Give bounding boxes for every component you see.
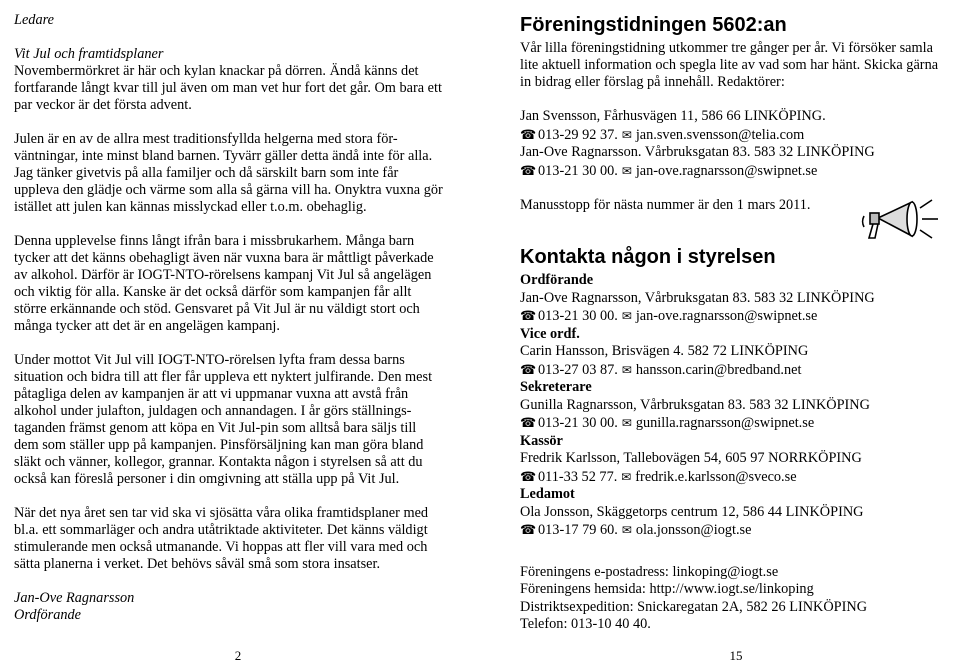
editorial-paragraph-2: Julen är en av de allra mest traditionsfyllda helgerna med stora för-väntningar, inte minst bland barnen. Tyvärr gäller detta ändå inte för alla. Jag tänker givetvis på alla familjer och då särskilt barn som inte får uppleva den glädje och värme som alla så gärna vill ha. Onyktra vuxna gör istället att julen kan kännas misslyckad eller t.o.m. obehaglig. — [14, 131, 443, 215]
editorial-paragraph-4: Under mottot Vit Jul vill IOGT-NTO-rörelsen lyfta fram dessa barns situation och bidra till att fler får uppleva ett nyktert julfirande. Den mest påtagliga delen av kampanjen är att vi uppmanar vuxna att avstå från alkohol under julafton, juldagen och annandagen. I år görs ställnings-taganden främst genom att köpa en Vit Jul-pin som alltså bara säljs till dem som ställer upp på kampanjen. Pinsförsäljning kan man göra bland släkt och vänner, kollegor, grannar. Kontakta någon i styrelsen så att du också kan föreslå personer i din omgivning att ställa upp på Vit Jul. — [14, 352, 433, 487]
board-role: Ordförande — [520, 272, 594, 288]
editorial-paragraph-5: När det nya året sen tar vid ska vi sjösätta våra olika framtidsplaner med bl.a. ett sommarläger och andra utåtriktade aktiviteter. Det känns väldigt stimulerande men också utmanande. Vi hoppas att fler vill vara med och sätta planerna i verket. Det behövs såväl små som stora insatser. — [14, 505, 429, 572]
editorial-column — [14, 12, 444, 624]
board-email: fredrik.e.karlsson@sveco.se — [635, 468, 797, 485]
page-number-right: 15 — [729, 648, 743, 663]
district-office: Distriktsexpedition: Snickaregatan 2A, 582 26 LINKÖPING — [520, 598, 868, 615]
editor-phone: 013-29 92 37. — [538, 126, 618, 143]
association-website: Föreningens hemsida: http://www.iogt.se/linkoping — [520, 581, 814, 597]
page-number-left: 2 — [234, 648, 242, 663]
editor-contact-2 — [520, 144, 950, 180]
editor-phone: 013-21 30 00. — [538, 162, 618, 179]
board-email: gunilla.ragnarsson@swipnet.se — [635, 415, 815, 431]
editor-email: jan-ove.ragnarsson@swipnet.se — [635, 162, 818, 179]
board-address: Ola Jonsson, Skäggetorps centrum 12, 586 44 LINKÖPING — [520, 503, 864, 520]
board-member-3 — [520, 379, 950, 433]
board-email: ola.jonsson@iogt.se — [635, 522, 752, 538]
editorial-paragraph-3: Denna upplevelse finns långt ifrån bara i missbrukarhem. Många barn tycker att det känns obehagligt även när vuxna bara är måttligt påverkade av alkohol. Därför är IOGT-NTO-rörelsens kampanj Vit Jul så angelägen och viktig för alla. Kanske är det också därför som kampanjen får allt större erkännande och stöd. Gensvaret på Vit Jul är nu väldigt stort och många tycker att det är en angelägen kampanj. — [14, 233, 434, 334]
phone-icon: ☎ — [520, 162, 537, 178]
board-address: Fredrik Karlsson, Tallebovägen 54, 605 97 NORRKÖPING — [520, 450, 862, 466]
megaphone-icon — [860, 190, 950, 245]
newsletter-intro: Vår lilla föreningstidning utkommer tre gånger per år. Vi försöker samla lite aktuell information och spegla lite av vad som har hänt. Skicka gärna in bidrag eller förslag på innehåll. Redaktörer: — [520, 40, 939, 90]
office-phone: Telefon: 013-10 40 40. — [520, 616, 651, 632]
board-phone: 013-21 30 00. — [538, 308, 618, 324]
editor-email: jan.sven.svensson@telia.com — [635, 126, 805, 143]
phone-icon: ☎ — [520, 415, 537, 430]
phone-icon: ☎ — [520, 468, 537, 484]
board-phone: 013-17 79 60. — [538, 522, 618, 538]
mail-icon: ✉ — [621, 127, 632, 142]
board-email: hansson.carin@bredband.net — [635, 361, 802, 378]
board-heading: Kontakta någon i styrelsen — [520, 246, 776, 268]
section-label: Ledare — [14, 12, 54, 28]
board-role: Sekreterare — [520, 379, 592, 395]
board-address: Gunilla Ragnarsson, Vårbruksgatan 83. 583 32 LINKÖPING — [520, 396, 870, 413]
board-role: Vice ordf. — [520, 325, 580, 342]
mail-icon: ✉ — [621, 362, 632, 377]
mail-icon: ✉ — [621, 309, 632, 323]
board-member-4 — [520, 433, 950, 487]
board-email: jan-ove.ragnarsson@swipnet.se — [635, 308, 818, 324]
info-column — [520, 12, 950, 634]
board-address: Jan-Ove Ragnarsson, Vårbruksgatan 83. 583 32 LINKÖPING — [520, 289, 875, 306]
board-role: Kassör — [520, 432, 563, 449]
editor-address: Jan Svensson, Fårhusvägen 11, 586 66 LINKÖPING. — [520, 108, 826, 124]
mail-icon: ✉ — [621, 163, 632, 178]
association-email: Föreningens e-postadress: linkoping@iogt.se — [520, 563, 779, 580]
editorial-subheading: Vit Jul och framtidsplaner — [14, 46, 164, 62]
mail-icon: ✉ — [621, 523, 632, 537]
mail-icon: ✉ — [621, 416, 632, 430]
mail-icon: ✉ — [621, 469, 632, 484]
phone-icon: ☎ — [520, 126, 537, 142]
phone-icon: ☎ — [520, 361, 537, 377]
board-address: Carin Hansson, Brisvägen 4. 582 72 LINKÖPING — [520, 343, 809, 359]
phone-icon: ☎ — [520, 522, 537, 537]
editorial-paragraph-1: Novembermörkret är här och kylan knackar på dörren. Ändå känns det fortfarande långt kvar till jul även om man vet hur fort det går. Om bara ett par veckor är det första advent. — [14, 63, 442, 113]
editor-contact-1 — [520, 108, 950, 144]
manuscript-deadline: Manusstopp för nästa nummer är den 1 mars 2011. — [520, 197, 811, 213]
signature-name: Jan-Ove Ragnarsson — [14, 590, 135, 606]
newsletter-heading: Föreningstidningen 5602:an — [520, 14, 787, 36]
board-phone: 013-21 30 00. — [538, 415, 618, 431]
board-phone: 013-27 03 87. — [538, 361, 618, 378]
board-member-2 — [520, 326, 950, 380]
board-role: Ledamot — [520, 486, 575, 502]
board-phone: 011-33 52 77. — [538, 468, 618, 485]
board-member-1 — [520, 272, 950, 326]
editor-address: Jan-Ove Ragnarsson. Vårbruksgatan 83. 583 32 LINKÖPING — [520, 144, 875, 160]
phone-icon: ☎ — [520, 308, 537, 323]
board-member-5 — [520, 486, 950, 540]
signature-title: Ordförande — [14, 607, 81, 623]
